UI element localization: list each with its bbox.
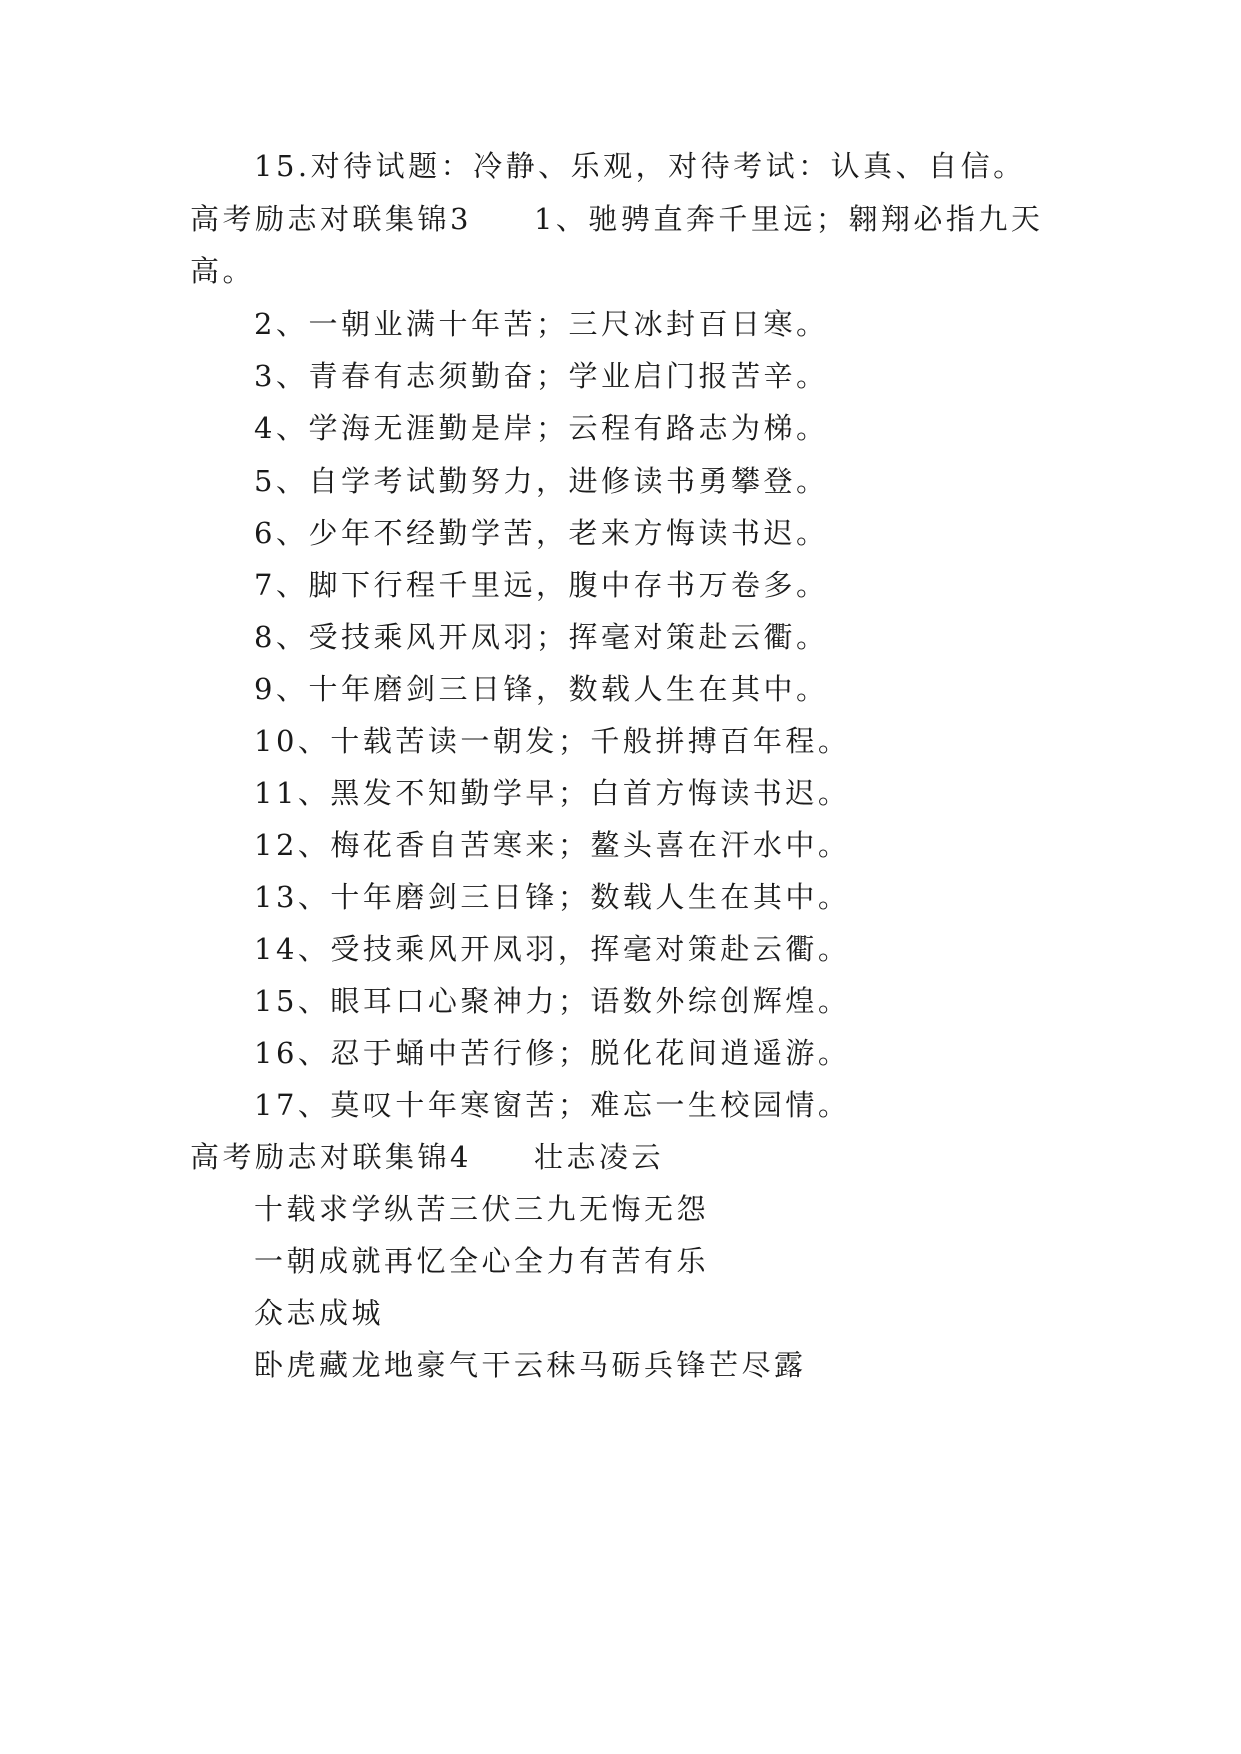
couplet-line: 7、脚下行程千里远，腹中存书万卷多。	[254, 568, 829, 602]
paragraph-line: 高。	[190, 254, 256, 288]
couplet-line: 17、莫叹十年寒窗苦；难忘一生校园情。	[254, 1088, 851, 1122]
couplet-line: 9、十年磨剑三日锋，数载人生在其中。	[254, 672, 829, 706]
couplet-line: 壮志凌云	[533, 1140, 664, 1174]
couplet-line: 8、受技乘风开凤羽；挥毫对策赴云衢。	[254, 620, 829, 654]
couplet-line: 2、一朝业满十年苦；三尺冰封百日寒。	[254, 307, 829, 341]
couplet-line: 一朝成就再忆全心全力有苦有乐	[254, 1244, 710, 1278]
section-heading-line	[190, 199, 1043, 239]
couplet-line: 14、受技乘风开凤羽，挥毫对策赴云衢。	[254, 932, 851, 966]
section-heading-line	[190, 1137, 664, 1177]
couplet-line: 5、自学考试勤努力，进修读书勇攀登。	[254, 464, 829, 498]
couplet-line: 6、少年不经勤学苦，老来方悔读书迟。	[254, 516, 829, 550]
couplet-line: 3、青春有志须勤奋；学业启门报苦辛。	[254, 359, 829, 393]
couplet-line: 15、眼耳口心聚神力；语数外综创辉煌。	[254, 984, 851, 1018]
couplet-line: 12、梅花香自苦寒来；鳌头喜在汗水中。	[254, 828, 851, 862]
couplet-line: 4、学海无涯勤是岸；云程有路志为梯。	[254, 411, 829, 445]
couplet-line: 10、十载苦读一朝发；千般拼搏百年程。	[254, 724, 851, 758]
section-heading: 高考励志对联集锦3	[190, 202, 472, 236]
couplet-line: 16、忍于蛹中苦行修；脱化花间逍遥游。	[254, 1036, 851, 1070]
paragraph-line: 15.对待试题：冷静、乐观，对待考试：认真、自信。	[254, 149, 1026, 183]
couplet-line: 卧虎藏龙地豪气干云秣马砺兵锋芒尽露	[254, 1348, 807, 1382]
couplet-line: 1、驰骋直奔千里远；翱翔必指九天	[533, 202, 1044, 236]
couplet-line: 11、黑发不知勤学早；白首方悔读书迟。	[254, 776, 851, 810]
couplet-line: 十载求学纵苦三伏三九无悔无怨	[254, 1192, 710, 1226]
couplet-line: 13、十年磨剑三日锋；数载人生在其中。	[254, 880, 851, 914]
section-heading: 高考励志对联集锦4	[190, 1140, 472, 1174]
couplet-line: 众志成城	[254, 1296, 385, 1330]
